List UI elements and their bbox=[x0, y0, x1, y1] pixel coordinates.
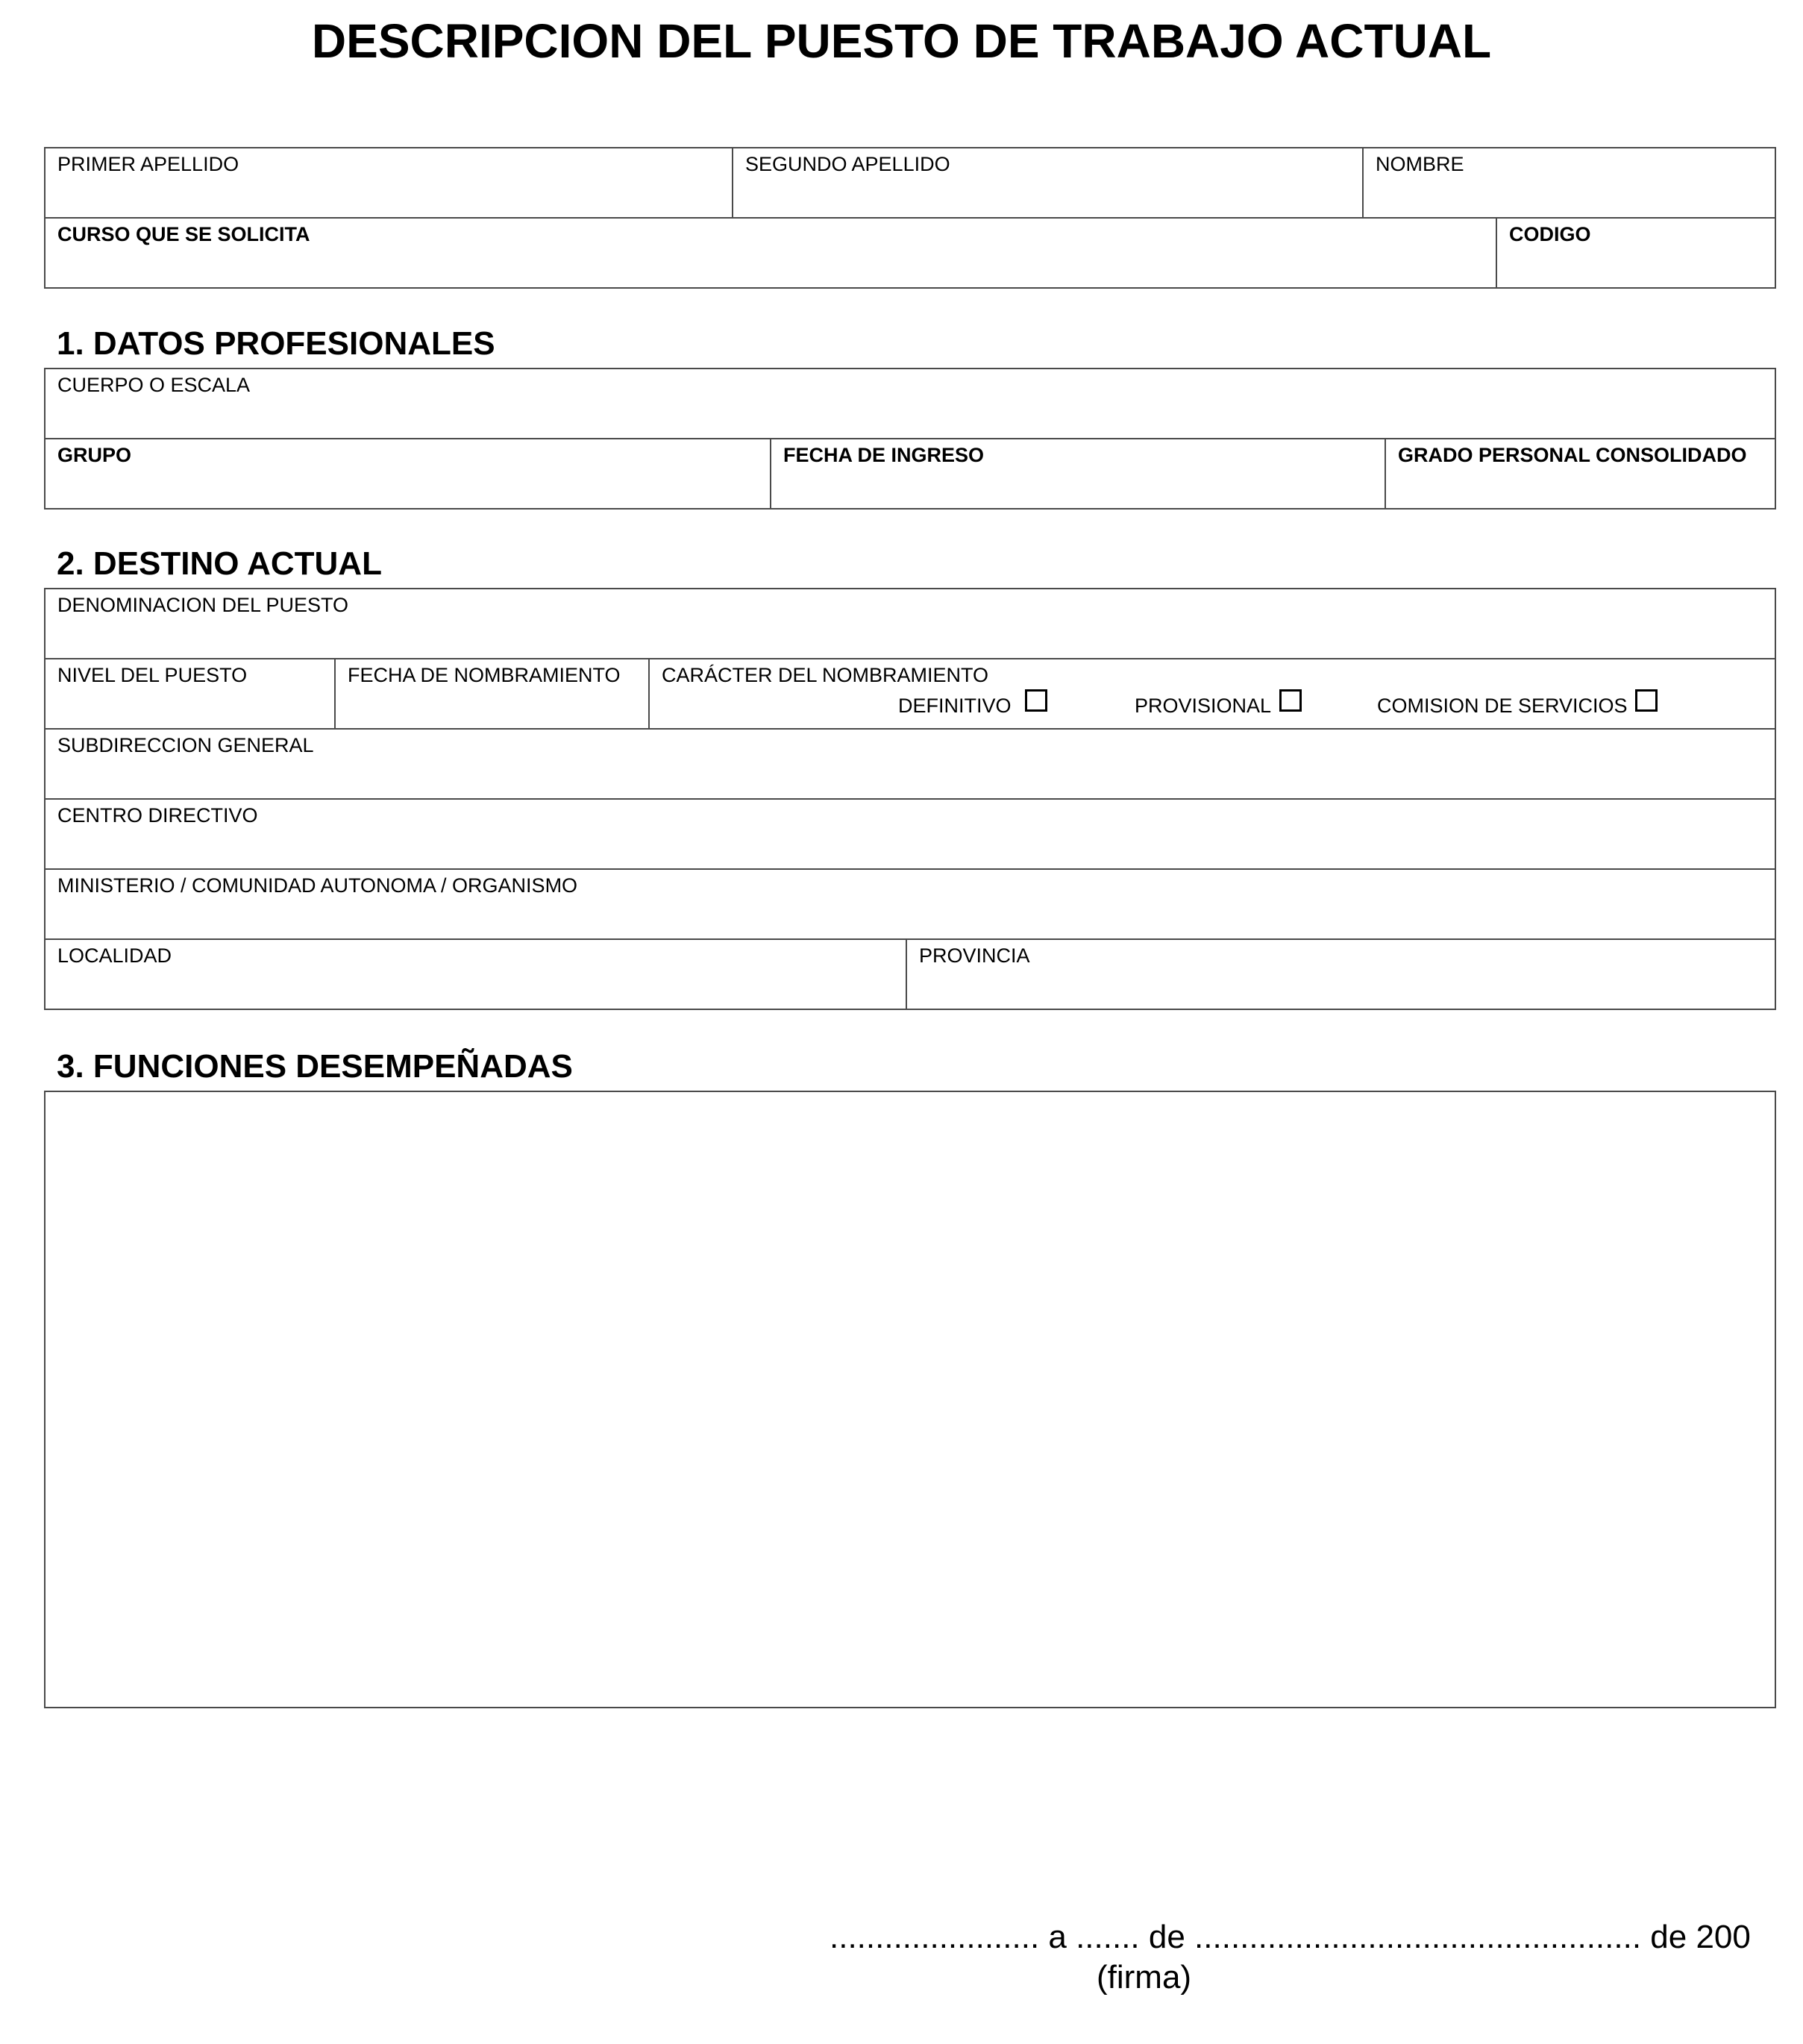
provincia-field[interactable] bbox=[906, 938, 1776, 1010]
caracter-field bbox=[648, 658, 1776, 730]
nombre-label: NOMBRE bbox=[1376, 153, 1464, 175]
definitivo-label: DEFINITIVO bbox=[898, 695, 1012, 717]
segundo-apellido-field[interactable] bbox=[732, 147, 1364, 219]
denominacion-label: DENOMINACION DEL PUESTO bbox=[57, 594, 349, 616]
nombre-field[interactable] bbox=[1362, 147, 1776, 219]
nivel-field[interactable] bbox=[44, 658, 336, 730]
grupo-field[interactable] bbox=[44, 438, 771, 510]
curso-label: CURSO QUE SE SOLICITA bbox=[57, 223, 310, 245]
section-2-heading: 2. DESTINO ACTUAL bbox=[57, 545, 382, 582]
section-1-heading: 1. DATOS PROFESIONALES bbox=[57, 325, 495, 362]
provincia-label: PROVINCIA bbox=[919, 944, 1030, 967]
definitivo-checkbox[interactable] bbox=[1025, 689, 1047, 712]
provisional-label: PROVISIONAL bbox=[1135, 695, 1272, 717]
localidad-label: LOCALIDAD bbox=[57, 944, 172, 967]
section-3-heading: 3. FUNCIONES DESEMPEÑADAS bbox=[57, 1048, 573, 1085]
localidad-field[interactable] bbox=[44, 938, 907, 1010]
grupo-label: GRUPO bbox=[57, 444, 132, 466]
fecha-nombramiento-field[interactable] bbox=[334, 658, 650, 730]
primer-apellido-label: PRIMER APELLIDO bbox=[57, 153, 239, 175]
fecha-ingreso-label: FECHA DE INGRESO bbox=[783, 444, 985, 466]
codigo-label: CODIGO bbox=[1509, 223, 1591, 245]
curso-field[interactable] bbox=[44, 217, 1497, 289]
grado-label: GRADO PERSONAL CONSOLIDADO bbox=[1398, 444, 1747, 466]
page-title: DESCRIPCION DEL PUESTO DE TRABAJO ACTUAL bbox=[311, 14, 1492, 68]
cuerpo-field[interactable] bbox=[44, 368, 1776, 439]
date-line: ....................... a ....... de ................................................. de 200 bbox=[830, 1919, 1751, 1955]
firma-label: (firma) bbox=[1097, 1959, 1192, 1996]
centro-label: CENTRO DIRECTIVO bbox=[57, 804, 258, 827]
centro-field[interactable] bbox=[44, 798, 1776, 870]
segundo-apellido-label: SEGUNDO APELLIDO bbox=[745, 153, 950, 175]
funciones-textarea[interactable] bbox=[44, 1091, 1776, 1708]
grado-field[interactable] bbox=[1385, 438, 1776, 510]
codigo-field[interactable] bbox=[1496, 217, 1776, 289]
denominacion-field[interactable] bbox=[44, 588, 1776, 659]
cuerpo-label: CUERPO O ESCALA bbox=[57, 374, 251, 396]
ministerio-field[interactable] bbox=[44, 868, 1776, 940]
fecha-nombramiento-label: FECHA DE NOMBRAMIENTO bbox=[348, 664, 621, 686]
comision-checkbox[interactable] bbox=[1635, 689, 1658, 712]
subdireccion-field[interactable] bbox=[44, 728, 1776, 800]
nivel-label: NIVEL DEL PUESTO bbox=[57, 664, 248, 686]
fecha-ingreso-field[interactable] bbox=[770, 438, 1386, 510]
provisional-checkbox[interactable] bbox=[1279, 689, 1302, 712]
primer-apellido-field[interactable] bbox=[44, 147, 733, 219]
ministerio-label: MINISTERIO / COMUNIDAD AUTONOMA / ORGANISMO bbox=[57, 874, 578, 897]
caracter-label: CARÁCTER DEL NOMBRAMIENTO bbox=[662, 664, 989, 686]
comision-label: COMISION DE SERVICIOS bbox=[1377, 695, 1628, 717]
subdireccion-label: SUBDIRECCION GENERAL bbox=[57, 734, 314, 756]
